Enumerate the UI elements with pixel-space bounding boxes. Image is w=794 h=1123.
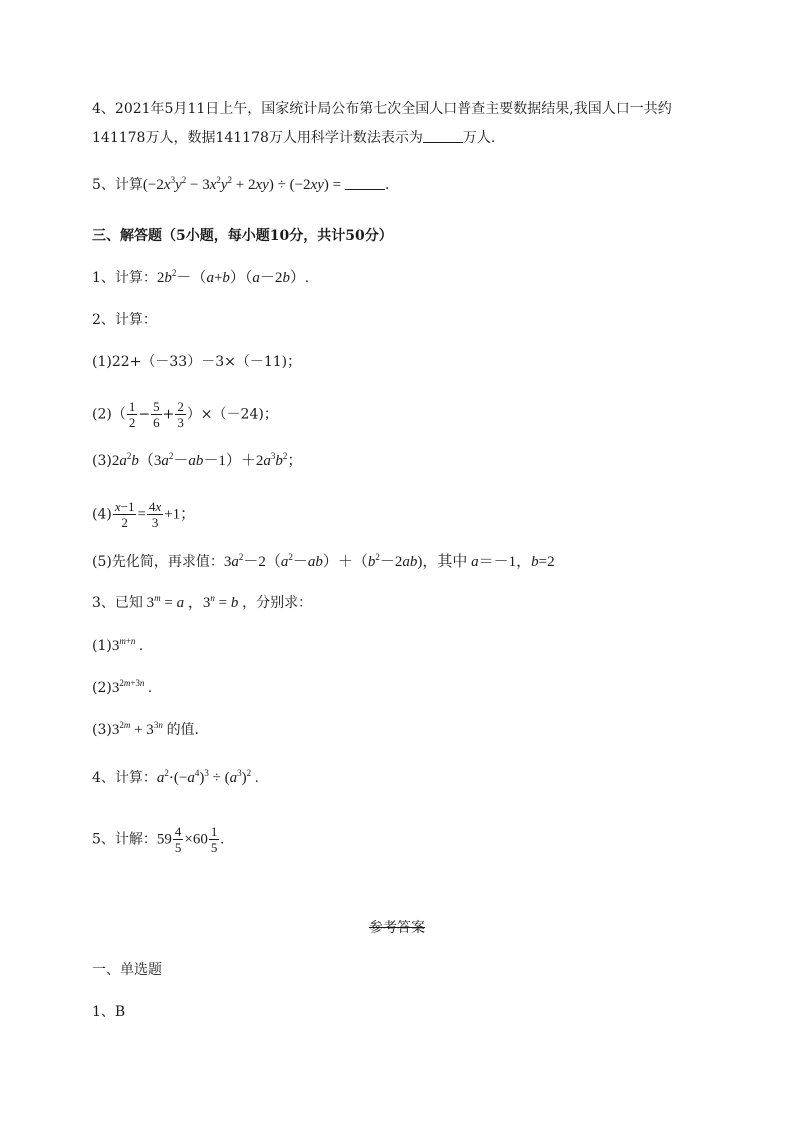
s3-q3-given: $3^m = a$ ，$3^n = b$ xyxy=(142,593,239,611)
s3-q2-3 xyxy=(92,451,302,471)
s3-q2-4-prefix: (4) xyxy=(92,506,112,523)
s3-q1 xyxy=(92,268,309,288)
s3-q3-1 xyxy=(92,636,143,656)
s3-q3-1-expr: $3^{m+n}$ . xyxy=(111,636,143,654)
fraction-1-2: $\frac{1}{2}$ xyxy=(128,399,136,430)
q4-line1: 4、2021年5月11日上午，国家统计局公布第七次全国人口普查主要数据结果,我国人口一共约 xyxy=(92,101,672,117)
q4-line2-end: 万人. xyxy=(462,130,496,146)
q5-expression: $(-2x^3y^2 - 3x^2y^2 + 2xy) \div (-2xy)$ = xyxy=(142,175,345,193)
s3-q2-5 xyxy=(92,552,555,572)
s3-q2-5-prefix: (5)先化简，再求值： xyxy=(92,554,224,570)
s3-q3-1-label: (1) xyxy=(92,638,112,654)
fraction-4-5: $\frac{4}{5}$ xyxy=(174,824,182,855)
s3-q4-expr: $a^2\cdot(-a^4)^3 \div (a^3)^2$ . xyxy=(156,768,259,786)
s3-q1-prefix: 1、计算： xyxy=(92,270,157,286)
answers-section1: 一、单选题 xyxy=(92,962,162,978)
s3-q3-2 xyxy=(92,678,152,698)
s3-q2-4: (4) $\frac{x-1}{2}$ = $\frac{4x}{3}$ +1； xyxy=(92,499,196,530)
fraction-5-6: $\frac{5}{6}$ xyxy=(153,399,160,430)
fraction-x-minus-1-over-2: $\frac{x-1}{2}$ xyxy=(114,499,135,530)
s3-q2-3-prefix: (3) xyxy=(92,453,112,469)
s3-q3-suffix: ，分别求： xyxy=(242,595,313,611)
s3-q4-prefix: 4、计算： xyxy=(92,770,157,786)
q4-answer-blank[interactable] xyxy=(423,128,463,143)
s3-q2-2-prefix: (2)（ xyxy=(92,406,126,423)
fraction-4x-over-3: $\frac{4x}{3}$ xyxy=(148,499,162,530)
fraction-1-5: $\frac{1}{5}$ xyxy=(210,824,218,855)
s3-q2-3-expr: $2a^2b(3a^2-ab-1)+2a^3b^2$； xyxy=(111,451,303,469)
s3-q2-2: (2)（ $\frac{1}{2}$ − $\frac{5}{6}$ + $\frac{2}{3}$ ）×（－24)； xyxy=(92,399,278,430)
s3-q3-prefix: 3、已知 xyxy=(92,595,143,611)
s3-q3-3-suffix: 的值. xyxy=(166,722,200,738)
s3-q2-2-suffix: ）×（－24)； xyxy=(186,406,278,423)
s3-q2-1: (1)22+（－33）－3×（－11)； xyxy=(92,354,302,370)
s3-q1-expr: $2b^2-(a+b)(a-2b)$. xyxy=(156,268,309,286)
q4-line2-text: 141178万人，数据141178万人用科学计数法表示为 xyxy=(92,130,423,146)
s3-q3-3 xyxy=(92,720,199,740)
s3-q5: 5、计解：59 $\frac{4}{5}$ ×60 $\frac{1}{5}$ . xyxy=(92,824,225,855)
fraction-2-3: $\frac{2}{3}$ xyxy=(177,399,184,430)
q5-prefix: 5、计算 xyxy=(92,177,143,193)
section3-title: 三、解答题（5小题，每小题10分，共计50分） xyxy=(92,228,393,244)
s3-q3-3-label: (3) xyxy=(92,722,112,738)
s3-q5-prefix: 5、计解： xyxy=(92,831,157,848)
s3-q3 xyxy=(92,593,312,613)
q5-answer-blank[interactable] xyxy=(345,175,385,190)
q4-line2 xyxy=(92,128,495,148)
answer-1: 1、B xyxy=(92,1004,126,1020)
answers-title: 参考答案 xyxy=(369,920,425,936)
s3-q4 xyxy=(92,768,259,788)
q5-fill xyxy=(92,175,389,195)
q5-tail: . xyxy=(384,177,390,193)
s3-q2-5-expr: $3a^2-2(a^2-ab)+(b^2-2ab)$，其中 a＝－1，b=2 xyxy=(223,552,555,570)
s3-q3-3-expr: $3^{2m} + 3^{3n}$ xyxy=(111,720,163,738)
s3-q3-2-label: (2) xyxy=(92,680,112,696)
s3-q3-2-expr: $3^{2m+3n}$ . xyxy=(111,678,152,696)
s3-q2-label: 2、计算： xyxy=(92,312,157,328)
